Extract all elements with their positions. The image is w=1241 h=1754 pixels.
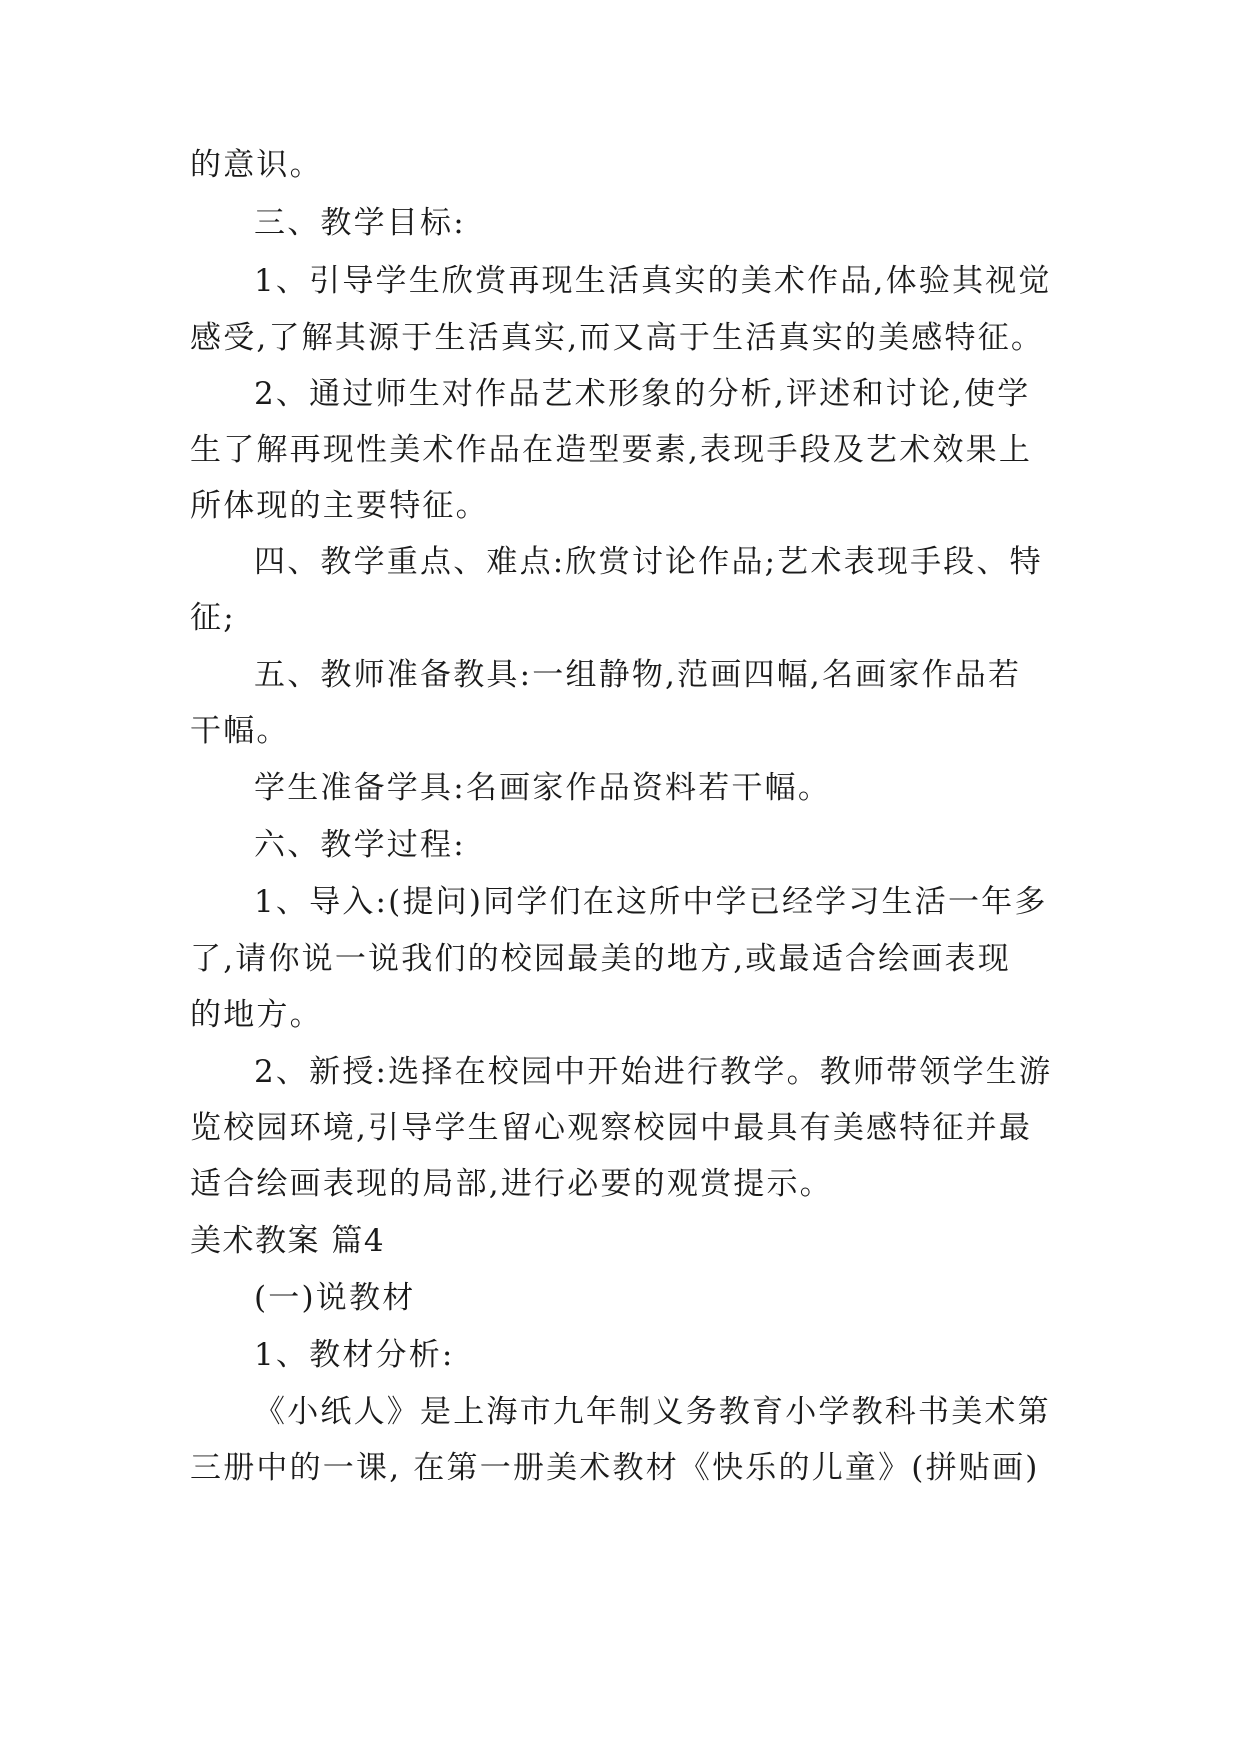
section-heading: 1、教材分析:: [254, 1337, 455, 1373]
text-line: 的意识。: [190, 147, 323, 183]
text-line: 2、新授:选择在校园中开始进行教学。教师带领学生游: [254, 1054, 1053, 1090]
article-title: 美术教案 篇4: [190, 1223, 386, 1259]
text-line: 1、引导学生欣赏再现生活真实的美术作品,体验其视觉: [254, 263, 1052, 299]
text-line: 览校园环境,引导学生留心观察校园中最具有美感特征并最: [190, 1110, 1033, 1146]
text-line: 2、通过师生对作品艺术形象的分析,评述和讨论,使学: [254, 376, 1031, 412]
text-line: 1、导入:(提问)同学们在这所中学已经学习生活一年多: [254, 884, 1048, 920]
text-line: 所体现的主要特征。: [190, 488, 489, 524]
text-line: 适合绘画表现的局部,进行必要的观赏提示。: [190, 1166, 833, 1202]
text-line: 的地方。: [190, 997, 323, 1033]
section-heading: 五、教师准备教具:一组静物,范画四幅,名画家作品若: [254, 657, 1022, 693]
text-line: 三册中的一课, 在第一册美术教材《快乐的儿童》(拼贴画): [190, 1450, 1040, 1486]
section-heading: 三、教学目标:: [254, 205, 466, 241]
text-line: 了,请你说一说我们的校园最美的地方,或最适合绘画表现: [190, 941, 1011, 977]
text-line: 生了解再现性美术作品在造型要素,表现手段及艺术效果上: [190, 432, 1033, 468]
text-line: 征;: [190, 600, 236, 636]
text-line: 学生准备学具:名画家作品资料若干幅。: [254, 770, 832, 806]
section-heading: (一)说教材: [254, 1280, 416, 1316]
text-line: 《小纸人》是上海市九年制义务教育小学教科书美术第: [254, 1394, 1051, 1430]
section-heading: 四、教学重点、难点:欣赏讨论作品;艺术表现手段、特: [254, 544, 1043, 580]
section-heading: 六、教学过程:: [254, 827, 466, 863]
text-line: 干幅。: [190, 713, 290, 749]
text-line: 感受,了解其源于生活真实,而又高于生活真实的美感特征。: [190, 320, 1045, 356]
